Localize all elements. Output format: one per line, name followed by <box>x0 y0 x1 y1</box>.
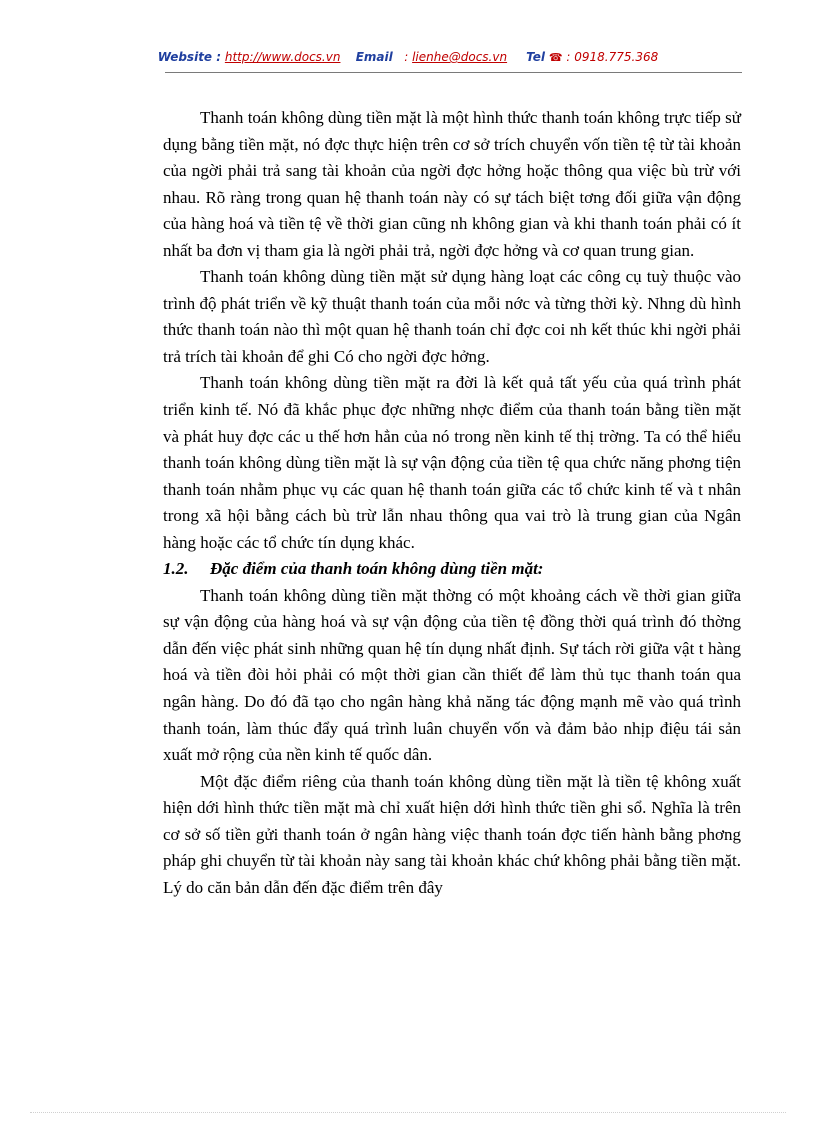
website-label: Website : <box>157 50 222 64</box>
footer-divider <box>30 1112 786 1113</box>
email-label: Email <box>355 50 393 64</box>
phone-icon: ☎ <box>548 51 563 64</box>
tel-label: Tel <box>526 50 546 64</box>
section-number: 1.2. <box>163 559 189 579</box>
paragraph: Thanh toán không dùng tiền mặt thờng có một khoảng cách về thời gian giữa sự vận động của hàng hoá và sự vận động của tiền tệ đồng thời quá trình đó thờng dẫn đến việc phát sinh những quan hệ tín dụng nhất định. Sự tách rời giữa vật t hàng hoá và tiền đòi hỏi phải có một thời gian cần thiết để làm thủ tục thanh toán qua ngân hàng. Do đó đã tạo cho ngân hàng khả năng tác động mạnh mẽ vào quá trình thanh toán, làm thúc đẩy quá trình luân chuyển vốn và đảm bảo nhịp điệu tái sản xuất mở rộng của nền kinh tế quốc dân. <box>163 585 741 765</box>
email-separator: : <box>404 50 409 64</box>
paragraph: Thanh toán không dùng tiền mặt ra đời là kết quả tất yếu của quá trình phát triển kinh tế. Nó đã khắc phục đợc những nhợc điểm của thanh toán bằng tiền mặt và phát huy đợc các u thế hơn hẳn của nó trong nền kinh tế thị trờng. Ta có thể hiểu thanh toán không dùng tiền mặt là sự vận động của tiền tệ qua chức năng phơng tiện thanh toán nhằm phục vụ các quan hệ thanh toán giữa các tổ chức kinh tế và t nhân trong xã hội bằng cách bù trừ lẫn nhau thông qua vai trò là trung gian của Ngân hàng hoặc các tổ chức tín dụng khác. <box>163 373 741 552</box>
paragraph: Thanh toán không dùng tiền mặt là một hình thức thanh toán không trực tiếp sử dụng bằng tiền mặt, nó đợc thực hiện trên cơ sở trích chuyển vốn tiền tệ từ tài khoản của ngời phải trả sang tài khoản của ngời đợc hởng hoặc thông qua việc bù trừ với nhau. Rõ ràng trong quan hệ thanh toán này có sự tách biệt tơng đối giữa vận động của hàng hoá và tiền tệ về thời gian cũng nh không gian và khi thanh toán phải có ít nhất ba đơn vị tham gia là ngời phải trả, ngời đợc hởng và cơ quan trung gian. <box>163 108 741 260</box>
paragraph: Một đặc điểm riêng của thanh toán không dùng tiền mặt là tiền tệ không xuất hiện dới hình thức tiền mặt mà chỉ xuất hiện dới hình thức tiền ghi sổ. Nghĩa là trên cơ sở số tiền gửi thanh toán ở ngân hàng việc thanh toán đợc tiến hành bằng phơng pháp ghi chuyển từ tài khoản này sang tài khoản khác chứ không phải bằng tiền mặt. Lý do căn bản dẫn đến đặc điểm trên đây <box>163 771 741 897</box>
document-body <box>163 105 741 901</box>
section-title: Đặc điểm của thanh toán không dùng tiền mặt: <box>210 559 544 579</box>
tel-value: : 0918.775.368 <box>566 50 659 64</box>
section-heading <box>163 556 741 583</box>
page-header <box>0 50 816 70</box>
paragraph: Thanh toán không dùng tiền mặt sử dụng hàng loạt các công cụ tuỳ thuộc vào trình độ phát triển về kỹ thuật thanh toán của mỗi nớc và từng thời kỳ. Nhng dù hình thức thanh toán nào thì một quan hệ thanh toán chỉ đợc coi nh kết thúc khi ngời phải trả trích tài khoản để ghi Có cho ngời đợc hởng. <box>163 267 741 366</box>
email-link[interactable]: lienhe@docs.vn <box>412 50 508 64</box>
header-divider <box>165 72 742 73</box>
website-link[interactable]: http://www.docs.vn <box>224 50 341 64</box>
